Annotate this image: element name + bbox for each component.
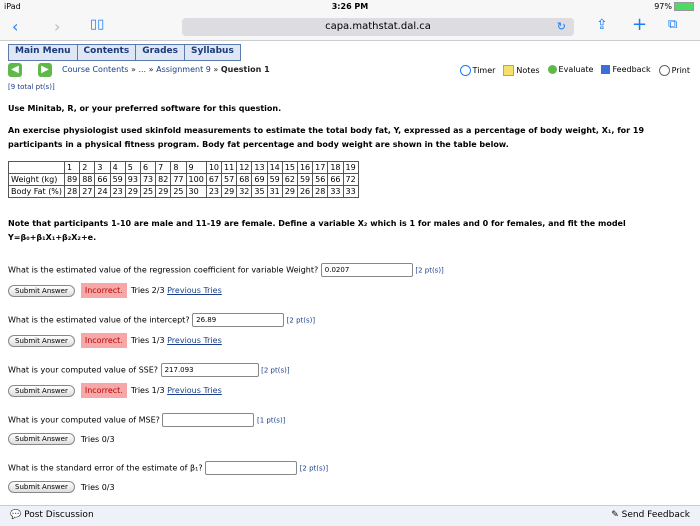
forward-icon[interactable]: › (54, 17, 61, 36)
discussion-icon: 💬 (10, 510, 22, 520)
answer-row-2: Submit Answer Incorrect. Tries 1/3 Previous Tries (8, 333, 222, 348)
table-cell: 10 (206, 162, 221, 174)
points-4: [1 pt(s)] (256, 416, 286, 425)
table-cell: 23 (206, 186, 221, 198)
table-cell: 7 (156, 162, 171, 174)
print-button[interactable]: Print (659, 65, 690, 76)
notes-icon (503, 65, 514, 76)
submit-button-3[interactable]: Submit Answer (8, 385, 75, 397)
next-arrow-icon[interactable]: ▶ (38, 63, 52, 77)
bookmarks-icon[interactable]: ▯▯ (90, 17, 105, 32)
points-1: [2 pt(s)] (415, 266, 444, 275)
table-cell: 33 (328, 186, 343, 198)
submit-button-1[interactable]: Submit Answer (8, 285, 75, 297)
row-label: Body Fat (%) (9, 186, 65, 198)
menu-grades[interactable]: Grades (136, 45, 185, 60)
table-cell: 23 (110, 186, 125, 198)
timer-button[interactable]: Timer (460, 65, 496, 76)
table-cell: 66 (95, 174, 110, 186)
crumb-course[interactable]: Course Contents (62, 65, 129, 74)
feedback-icon: ✎ (611, 510, 619, 520)
prev-tries-3[interactable]: Previous Tries (167, 386, 222, 395)
table-cell: 68 (237, 174, 252, 186)
question-1: What is the estimated value of the regression coefficient for variable Weight? 0.0207 [2 pt(s)] (8, 263, 444, 277)
table-cell: 27 (80, 186, 95, 198)
table-cell: 56 (313, 174, 328, 186)
table-cell: 29 (125, 186, 140, 198)
tabs-icon[interactable]: ⧉ (668, 17, 678, 32)
new-tab-icon[interactable]: + (632, 14, 648, 35)
table-cell: 89 (65, 174, 80, 186)
question-5: What is the standard error of the estimate of β₁? [2 pt(s)] (8, 461, 328, 475)
row-label: Weight (kg) (9, 174, 65, 186)
notes-button[interactable]: Notes (503, 65, 539, 76)
table-cell: 57 (222, 174, 237, 186)
table-cell: 82 (156, 174, 171, 186)
submit-button-2[interactable]: Submit Answer (8, 335, 75, 347)
answer-row-3: Submit Answer Incorrect. Tries 1/3 Previous Tries (8, 383, 222, 398)
clock: 3:26 PM (331, 2, 369, 11)
breadcrumb-row (6, 62, 694, 80)
table-cell: 77 (171, 174, 186, 186)
answer-row-5: Submit Answer Tries 0/3 (8, 481, 115, 493)
question-3: What is your computed value of SSE? 217.093 [2 pt(s)] (8, 363, 290, 377)
send-feedback-link[interactable]: ✎ Send Feedback (611, 510, 690, 520)
points-3: [2 pt(s)] (261, 366, 290, 375)
table-cell: 31 (267, 186, 282, 198)
crumb-assignment[interactable]: Assignment 9 (156, 65, 211, 74)
prev-tries-1[interactable]: Previous Tries (167, 286, 222, 295)
table-cell: 30 (186, 186, 206, 198)
table-cell: 29 (282, 186, 297, 198)
table-cell: 29 (222, 186, 237, 198)
table-cell: 28 (313, 186, 328, 198)
table-cell: 3 (95, 162, 110, 174)
table-cell: 17 (313, 162, 328, 174)
tools (460, 65, 690, 76)
table-cell: 67 (206, 174, 221, 186)
table-cell: 35 (252, 186, 267, 198)
table-cell: 28 (65, 186, 80, 198)
intro-text: Use Minitab, R, or your preferred software for this question. (8, 104, 282, 113)
menu-main[interactable]: Main Menu (9, 45, 78, 60)
table-cell: 13 (252, 162, 267, 174)
table-cell: 12 (237, 162, 252, 174)
table-cell: 19 (343, 162, 358, 174)
table-cell: 88 (80, 174, 95, 186)
crumb-current: Question 1 (220, 65, 270, 74)
table-cell: 8 (171, 162, 186, 174)
table-cell: 18 (328, 162, 343, 174)
table-cell: 25 (171, 186, 186, 198)
feedback-button[interactable]: Feedback (601, 65, 650, 76)
table-cell: 16 (297, 162, 312, 174)
status-bar (0, 0, 700, 14)
table-cell: 4 (110, 162, 125, 174)
back-icon[interactable]: ‹ (12, 17, 19, 36)
points-2: [2 pt(s)] (286, 316, 316, 325)
address-bar[interactable] (182, 18, 574, 36)
battery-indicator: 97% (654, 2, 694, 11)
status-3: Incorrect. (81, 383, 127, 398)
table-row (9, 186, 359, 198)
evaluate-icon (548, 65, 557, 74)
table-cell: 14 (267, 162, 282, 174)
table-cell: 11 (222, 162, 237, 174)
note-text: Note that participants 1-10 are male and 11-19 are female. Define a variable X₂ which is 1 for males and 0 for females, and fit the model Y=β₀+β₁X₁+β₂X₂+e. (8, 219, 626, 242)
table-cell: 1 (65, 162, 80, 174)
table-cell: 9 (186, 162, 206, 174)
table-cell: 59 (110, 174, 125, 186)
row-label (9, 162, 65, 174)
table-cell: 72 (343, 174, 358, 186)
table-cell: 32 (237, 186, 252, 198)
feedback-icon (601, 65, 610, 74)
main-menu (8, 44, 241, 61)
status-2: Incorrect. (81, 333, 127, 348)
post-discussion-link[interactable]: 💬 Post Discussion (10, 510, 94, 520)
submit-button-5[interactable]: Submit Answer (8, 481, 75, 493)
device-label: iPad (4, 2, 21, 11)
answer-row-4: Submit Answer Tries 0/3 (8, 433, 115, 445)
points-5: [2 pt(s)] (299, 464, 329, 473)
table-cell: 33 (343, 186, 358, 198)
answer-input-5[interactable] (205, 461, 297, 475)
print-icon (659, 65, 670, 76)
status-1: Incorrect. (81, 283, 127, 298)
table-row (9, 174, 359, 186)
table-cell: 15 (282, 162, 297, 174)
table-cell: 100 (186, 174, 206, 186)
answer-row-1: Submit Answer Incorrect. Tries 2/3 Previous Tries (8, 283, 222, 298)
table-cell: 5 (125, 162, 140, 174)
table-cell: 66 (328, 174, 343, 186)
menu-contents[interactable]: Contents (78, 45, 137, 60)
table-cell: 93 (125, 174, 140, 186)
table-header-row (9, 162, 359, 174)
submit-button-4[interactable]: Submit Answer (8, 433, 75, 445)
problem-text: An exercise physiologist used skinfold measurements to estimate the total body fat, Y, expressed as a percentage of body weight, X₁, for 19 participants in a physical fitness program. Body fat percentage and body weight are shown in the table below. (8, 126, 645, 149)
reload-icon[interactable]: ↻ (556, 20, 566, 33)
answer-input-1[interactable]: 0.0207 (321, 263, 413, 277)
breadcrumb: Course Contents » ... » Assignment 9 » Question 1 (62, 65, 270, 74)
browser-toolbar (0, 14, 700, 41)
answer-input-4[interactable] (162, 413, 254, 427)
prev-tries-2[interactable]: Previous Tries (167, 336, 222, 345)
prev-arrow-icon[interactable]: ◀ (8, 63, 22, 77)
table-cell: 25 (140, 186, 155, 198)
answer-input-3[interactable]: 217.093 (161, 363, 259, 377)
answer-input-2[interactable]: 26.89 (192, 313, 284, 327)
table-cell: 59 (297, 174, 312, 186)
battery-icon (674, 2, 694, 11)
table-cell: 26 (297, 186, 312, 198)
data-table (8, 161, 359, 198)
table-cell: 24 (95, 186, 110, 198)
table-cell: 73 (140, 174, 155, 186)
table-cell: 69 (252, 174, 267, 186)
table-cell: 62 (282, 174, 297, 186)
menu-syllabus[interactable]: Syllabus (191, 46, 234, 56)
total-points: [9 total pt(s)] (8, 83, 55, 91)
table-cell: 6 (140, 162, 155, 174)
share-icon[interactable]: ⇪ (596, 17, 608, 33)
url-text: capa.mathstat.dal.ca (325, 21, 431, 32)
crumb-ellipsis[interactable]: ... (138, 65, 147, 74)
clock-icon (460, 65, 471, 76)
question-4: What is your computed value of MSE? [1 pt(s)] (8, 413, 285, 427)
question-2: What is the estimated value of the intercept? 26.89 [2 pt(s)] (8, 313, 315, 327)
evaluate-button[interactable]: Evaluate (548, 65, 594, 76)
table-cell: 29 (156, 186, 171, 198)
footer (0, 505, 700, 526)
table-cell: 2 (80, 162, 95, 174)
table-cell: 59 (267, 174, 282, 186)
